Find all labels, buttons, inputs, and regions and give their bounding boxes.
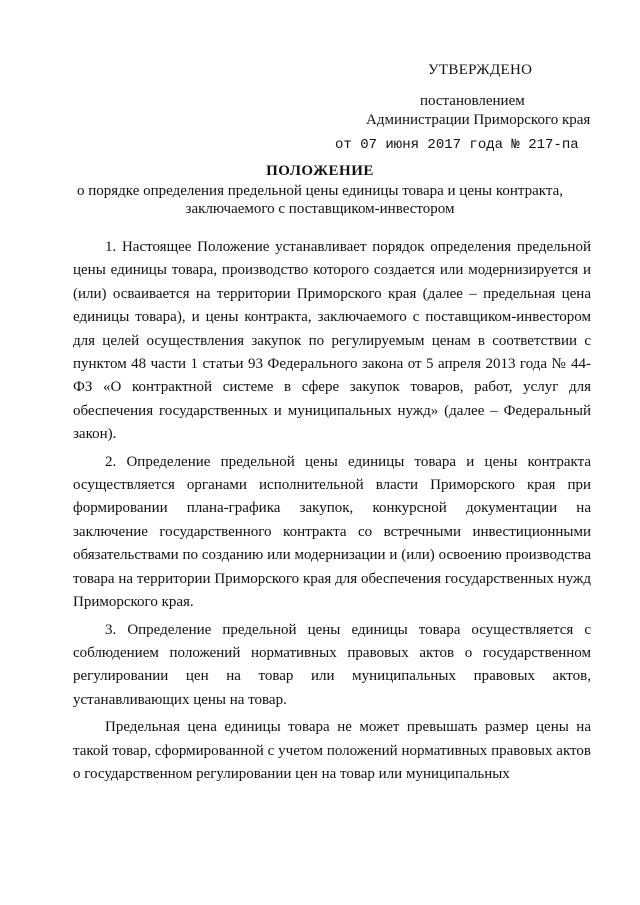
approval-date-number: от 07 июня 2017 года № 217-па — [335, 137, 579, 153]
document-heading — [40, 162, 600, 218]
paragraph-1: 1. Настоящее Положение устанавливает порядок определения предельной цены единицы товара, производство которого создается или модернизируется и (или) осваивается на территории Приморского края (далее – предельная цена единицы товара), и цены контракта, заключаемого с поставщиком-инвестором для целей осуществления закупок по регулируемым ценам в соответствии с пунктом 48 части 1 статьи 93 Федерального закона от 5 апреля 2013 года № 44-ФЗ «О контрактной системе в сфере закупок товаров, работ, услуг для обеспечения государственных и муниципальных нужд» (далее – Федеральный закон). — [73, 239, 591, 443]
paragraph-3: 3. Определение предельной цены единицы товара осуществляется с соблюдением положений нормативных правовых актов о государственном регулировании цен на товар или муниципальных правовых актов, устанавливающих цены на товар. — [73, 621, 591, 708]
document-subtitle-line-1: о порядке определения предельной цены единицы товара и цены контракта, — [76, 183, 564, 199]
approval-authority: Администрации Приморского края — [366, 112, 591, 128]
paragraph-4: Предельная цена единицы товара не может превышать размер цены на такой товар, сформированной с учетом положений нормативных правовых актов о государственном регулировании цен на товар или муниципальных — [73, 719, 591, 782]
document-subtitle-line-2: заключаемого с поставщиком-инвестором — [185, 201, 455, 217]
document-title: ПОЛОЖЕНИЕ — [266, 163, 374, 179]
paragraph-2: 2. Определение предельной цены единицы товара и цены контракта осуществляется органами исполнительной власти Приморского края при формировании плана-графика закупок, конкурсной документации на заключение государственного контракта со встречными инвестиционными обязательствами по созданию или модернизации и (или) освоению производства товара на территории Приморского края для обеспечения государственных нужд Приморского края. — [73, 453, 591, 611]
document-body — [73, 236, 591, 790]
approval-stamp: УТВЕРЖДЕНО — [428, 62, 533, 78]
approval-by: постановлением — [420, 93, 525, 109]
